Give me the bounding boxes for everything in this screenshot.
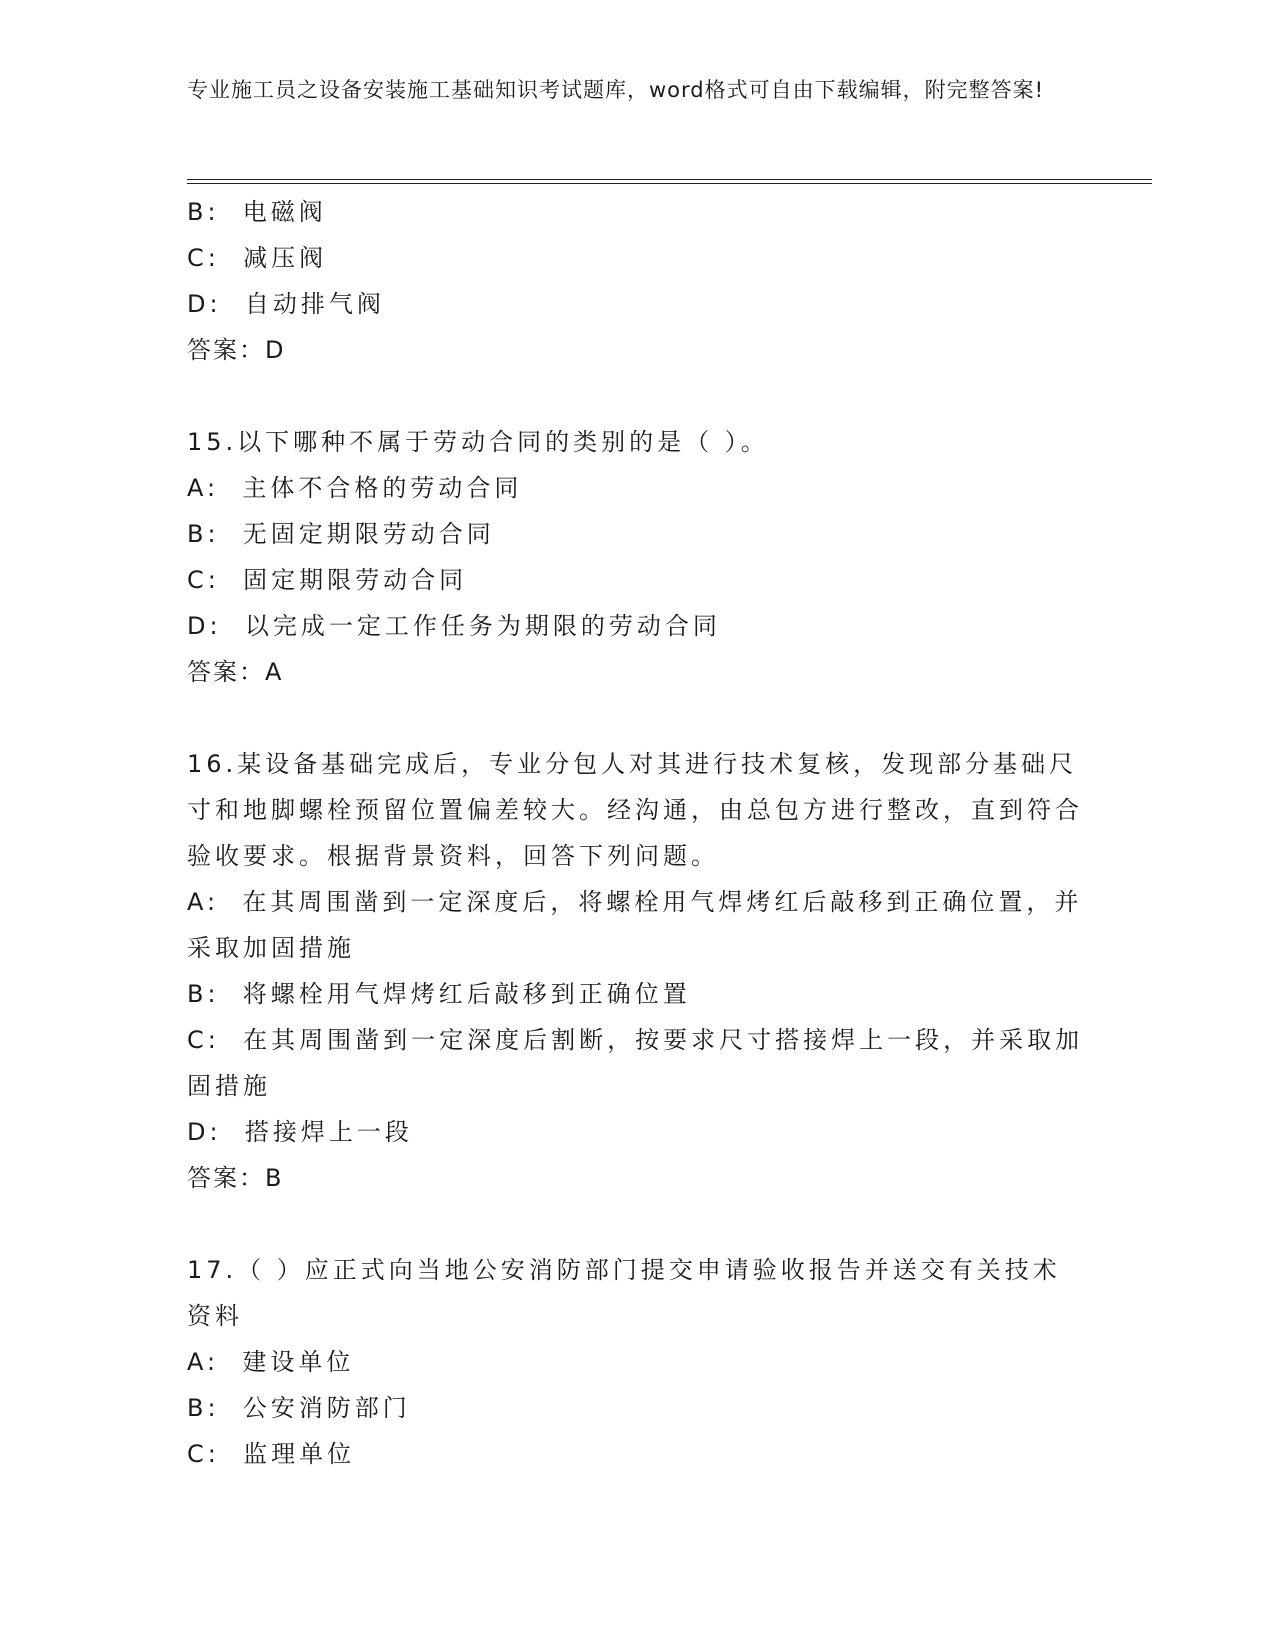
answer: 答案：D [187, 336, 286, 364]
question-text: 17.（ ）应正式向当地公安消防部门提交申请验收报告并送交有关技术资料 [187, 1256, 1061, 1330]
option-a: A: 主体不合格的劳动合同 [187, 474, 523, 502]
option-c: C: 固定期限劳动合同 [187, 566, 468, 594]
option-b: B: 将螺栓用气焊烤红后敲移到正确位置 [187, 980, 691, 1008]
option-d: D: 以完成一定工作任务为期限的劳动合同 [187, 612, 721, 640]
option-c: C: 减压阀 [187, 244, 328, 272]
option-a: A: 在其周围凿到一定深度后，将螺栓用气焊烤红后敲移到正确位置，并采取加固措施 [187, 888, 1083, 962]
answer: 答案：B [187, 1164, 284, 1192]
option-b: B: 电磁阀 [187, 198, 327, 226]
question-14 [187, 189, 1087, 373]
question-text: 16.某设备基础完成后，专业分包人对其进行技术复核，发现部分基础尺寸和地脚螺栓预留位置偏差较大。经沟通，由总包方进行整改，直到符合验收要求。根据背景资料，回答下列问题。 [187, 750, 1083, 870]
option-a: A: 建设单位 [187, 1348, 355, 1376]
header-divider-bottom [187, 183, 1152, 184]
question-15 [187, 419, 1087, 695]
option-c: C: 在其周围凿到一定深度后割断，按要求尺寸搭接焊上一段，并采取加固措施 [187, 1026, 1084, 1100]
document-header [187, 74, 1067, 107]
question-16 [187, 741, 1087, 1201]
question-list [187, 189, 1087, 1477]
question-17 [187, 1247, 1087, 1477]
header-divider-top [187, 179, 1152, 180]
option-d: D: 自动排气阀 [187, 290, 385, 318]
answer: 答案：A [187, 658, 284, 686]
option-b: B: 公安消防部门 [187, 1394, 411, 1422]
option-b: B: 无固定期限劳动合同 [187, 520, 495, 548]
question-text: 15.以下哪种不属于劳动合同的类别的是（ ）。 [187, 428, 769, 456]
option-c: C: 监理单位 [187, 1440, 356, 1468]
option-d: D: 搭接焊上一段 [187, 1118, 413, 1146]
header-text: 专业施工员之设备安装施工基础知识考试题库，word格式可自由下载编辑，附完整答案! [187, 78, 1045, 102]
